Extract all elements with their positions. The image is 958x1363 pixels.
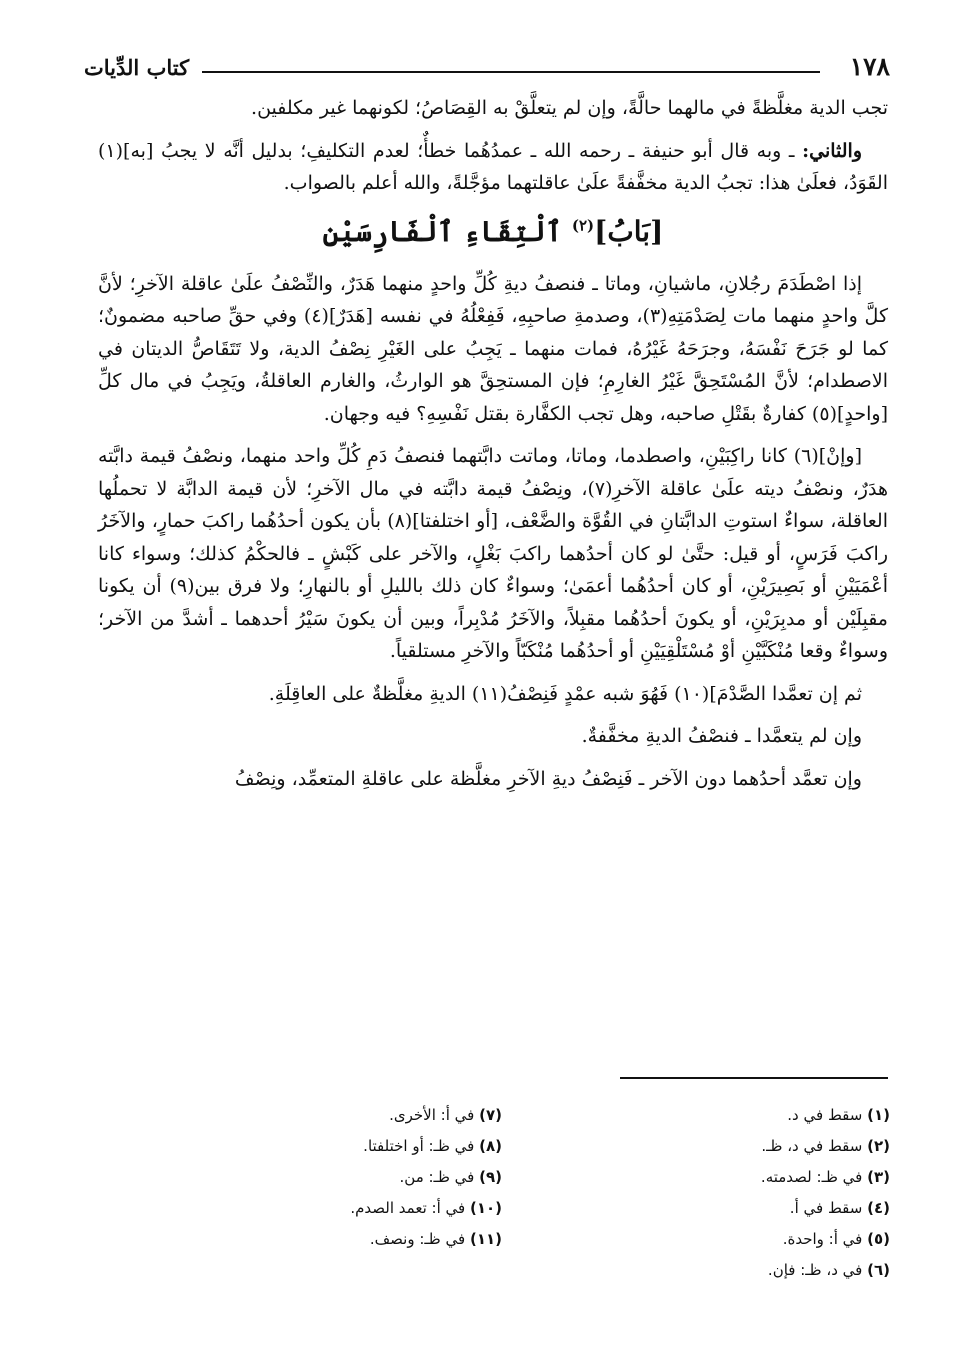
- footnote-rule: [620, 1077, 888, 1079]
- footnotes-right-column: [670, 1100, 890, 1286]
- paragraph-1: تجب الدية مغلَّظةً في مالهما حالَّةً، وإن لم يتعلَّقْ به القِصَاصُ؛ لكونهما غير مكلفين.: [251, 97, 888, 119]
- footnote-text: سقط في أ.: [789, 1199, 863, 1217]
- footnote-item: [670, 1131, 890, 1162]
- running-title: كتاب الدِّيات: [84, 55, 190, 80]
- footnote-item: [670, 1224, 890, 1255]
- footnote-text: في ظـ: من.: [399, 1168, 475, 1186]
- footnote-number: (٤): [867, 1199, 890, 1217]
- footnote-number: (١١): [469, 1230, 502, 1248]
- footnote-text: سقط في د.: [787, 1106, 863, 1124]
- paragraph-2: [98, 135, 888, 200]
- chapter-subtitle: ٱلْتِقَاءِ ٱلْفَارِسَيْنِ: [322, 214, 572, 248]
- paragraph-7: وإن تعمَّد أحدُهما دون الآخر ـ فَنِصْفُ ديةِ الآخرِ مغلَّظة على عاقلةِ المتعمِّد، ونِصْفُ: [234, 767, 862, 790]
- footnote-item: [670, 1193, 890, 1224]
- footnote-text: في أ: تعمد الصدم.: [350, 1199, 466, 1217]
- main-text: [98, 92, 888, 805]
- footnote-item: [670, 1255, 890, 1286]
- paragraph-2-text: ـ وبه قال أبو حنيفة ـ رحمه الله ـ عمدُهُما خطأٌ؛ لعدم التكليفِ؛ بدليل أنَّه لا يجبُ [به](١) القَوَدُ، فعلَىٰ هذا: تجبُ الدية مخفَّفةً علَىٰ عاقلتهما مؤجَّلةً، والله أعلم بالصواب.: [98, 139, 888, 194]
- footnote-number: (٢): [867, 1137, 890, 1155]
- footnote-text: في ظـ: أو اختلفتا.: [363, 1137, 475, 1155]
- footnote-item: [302, 1162, 502, 1193]
- footnote-item: [302, 1100, 502, 1131]
- footnote-number: (٩): [479, 1168, 502, 1186]
- page-header: [84, 52, 890, 88]
- paragraph-2-lead: والثاني:: [802, 139, 862, 162]
- footnote-item: [670, 1100, 890, 1131]
- footnotes-left-column: [302, 1100, 502, 1255]
- chapter-footnote-marker: (٢): [571, 216, 595, 235]
- footnote-number: (٣): [867, 1168, 890, 1186]
- footnote-number: (٥): [867, 1230, 890, 1248]
- chapter-title: [بَابُ]: [594, 214, 664, 248]
- paragraph-6: وإن لم يتعمَّدا ـ فنصْفُ الديةِ مخفَّفةٌ.: [581, 725, 862, 747]
- footnote-number: (٨): [479, 1137, 502, 1155]
- footnote-text: سقط في د، ظـ.: [761, 1137, 863, 1155]
- header-rule: [202, 71, 820, 73]
- footnote-text: في أ: واحدة.: [782, 1230, 863, 1248]
- footnote-item: [302, 1193, 502, 1224]
- paragraph-3: إذا اصْطَدَمَ رجُلانِ، ماشيانِ، وماتا ـ فنصفُ ديةِ كُلِّ واحدٍ منهما هَدَرٌ، والنِّصْفُ علَىٰ عاقلة الآخرِ؛ لأنَّ كلَّ واحدٍ منهما مات لِصَدْمَتِهِ(٣)، وصدمةِ صاحبِهِ، فَفِعْلُهُ في نفسه [هَدَرٌ](٤) وفي حقِّ صاحبه مضمونٌ؛ كما لو جَرَحَ نَفْسَهُ، وجرَحَهُ غَيْرُهُ، فمات منهما ـ يَجِبُ على الغَيْرِ نِصْفُ الدية، ولا تَتَقَاصُّ الديتان في الاصطدام؛ لأنَّ المُسْتَحِقَّ غَيْرُ الغارِمِ؛ فإن المستحِقَّ هو الوارثُ، والغارم العاقلةُ، ويَجِبُ في مال كلِّ [واحدٍ](٥) كفارةٌ بقَتْلِ صاحبه، وهل تجب الكفَّارة بقتل نَفْسِهِ؟ فيه وجهان.: [98, 272, 888, 425]
- paragraph-4: [وإنْ](٦) كانا راكِبَيْنِ، واصطدما، وماتا، وماتت دابَّتهما فنصفُ دَمِ كُلِّ واحد منهما، ونصْفُ قيمة دابَّته هدَرٌ، ونصْفُ ديته علَىٰ عاقلة الآخرِ(٧)، ونِصْفُ قيمة دابَّته في مال الآخرِ؛ لأن قيمة الدابَّة لا تحملُها العاقلة، سواءٌ استوتِ الدابَّتانِ في القُوَّة والضَّعْف، [أو اختلفتا](٨) بأن يكون أحدُهُما راكبَ حمارٍ، والآخَرُ راكبَ فَرَسٍ، أو قيل: حتَّىٰ لو كان أحدُهما راكبَ بَغْلٍ، والآخر على كَبْشٍ ـ فالحكْمُ كذلك؛ وسواء كانا أعْمَيَيْنِ أو بَصِيرَيْنِ، أو كان أحدُهُما أعمَىٰ؛ وسواءٌ كان ذلك بالليلِ أو بالنهارِ؛ ولا فرق بين(٩) أن يكونا مقبِلَيْن أو مدبِرَيْنِ، أو يكونَ أحدُهُما مقبِلاً، والآخَرُ مُدْبِراً، وبين أن يكونَ سَيْرُ أحدهما ـ أشدَّ من الآخر؛ وسواءٌ وقعا مُنْكَبَّيْنِ أوْ مُسْتَلْقِيَيْنِ أو أحدُهُما مُنْكَبّاً والآخرِ مستلقياً.: [98, 445, 888, 662]
- chapter-heading: [98, 210, 888, 254]
- page-number: ١٧٨: [849, 52, 890, 81]
- footnote-text: في د، ظـ: فإن.: [767, 1261, 863, 1279]
- footnote-number: (٦): [867, 1261, 890, 1279]
- footnote-text: في أ: الأخرى.: [389, 1106, 475, 1124]
- footnote-text: في ظـ: ونصف.: [369, 1230, 466, 1248]
- footnote-number: (١٠): [469, 1199, 502, 1217]
- footnote-number: (١): [867, 1106, 890, 1124]
- footnote-number: (٧): [479, 1106, 502, 1124]
- footnote-item: [670, 1162, 890, 1193]
- footnote-item: [302, 1224, 502, 1255]
- footnote-text: في ظـ: لصدمته.: [760, 1168, 863, 1186]
- paragraph-5: ثم إن تعمَّدا الصَّدْمَ](١٠) فَهُوَ شبه عمْدٍ فَنِصْفُ(١١) الديةِ مغلَّظةٌ على العاقِلَةِ.: [268, 682, 862, 705]
- footnote-item: [302, 1131, 502, 1162]
